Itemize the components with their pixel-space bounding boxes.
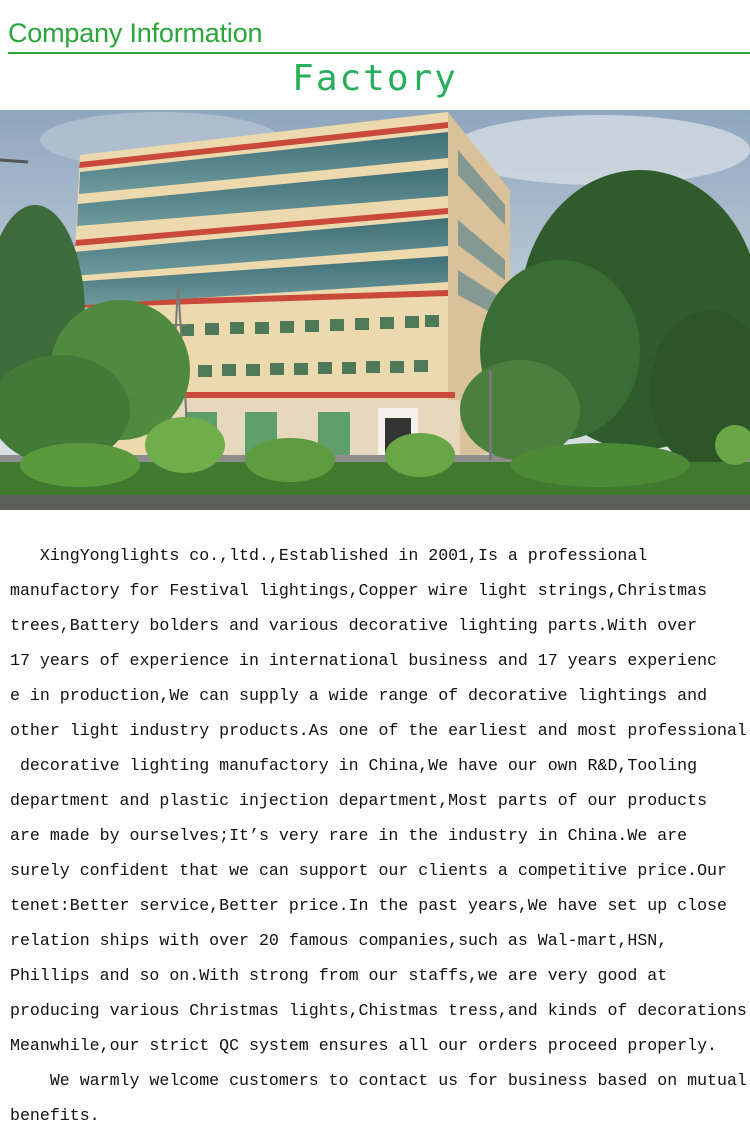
text-line: are made by ourselves;It’s very rare in the industry in China.We are xyxy=(10,826,688,845)
text-line: 17 years of experience in international business and 17 years experienc xyxy=(10,651,718,670)
text-line: Meanwhile,our strict QC system ensures all our orders proceed properly. xyxy=(10,1036,718,1055)
factory-photo xyxy=(0,110,750,510)
section-header xyxy=(8,14,750,54)
company-description xyxy=(10,538,750,1133)
text-line: producing various Christmas lights,Chistmas tress,and kinds of decorations xyxy=(10,1001,747,1020)
text-line: XingYonglights co.,ltd.,Established in 2001,Is a professional xyxy=(10,546,648,565)
text-line: trees,Battery bolders and various decorative lighting parts.With over xyxy=(10,616,698,635)
page-title: Company Information xyxy=(8,18,263,48)
text-line: e in production,We can supply a wide range of decorative lightings and xyxy=(10,686,708,705)
text-line: tenet:Better service,Better price.In the past years,We have set up close xyxy=(10,896,727,915)
text-line: department and plastic injection department,Most parts of our products xyxy=(10,791,708,810)
text-line: manufactory for Festival lightings,Copper wire light strings,Christmas xyxy=(10,581,708,600)
text-line: surely confident that we can support our clients a competitive price.Our xyxy=(10,861,727,880)
factory-heading: Factory xyxy=(292,58,458,99)
text-line: Phillips and so on.With strong from our staffs,we are very good at xyxy=(10,966,668,985)
text-line: decorative lighting manufactory in China,We have our own R&D,Tooling xyxy=(10,756,698,775)
text-line: We warmly welcome customers to contact us for business based on mutual xyxy=(10,1071,747,1090)
text-line: other light industry products.As one of the earliest and most professional xyxy=(10,721,747,740)
text-line: relation ships with over 20 famous companies,such as Wal-mart,HSN, xyxy=(10,931,668,950)
text-line: benefits. xyxy=(10,1106,100,1125)
